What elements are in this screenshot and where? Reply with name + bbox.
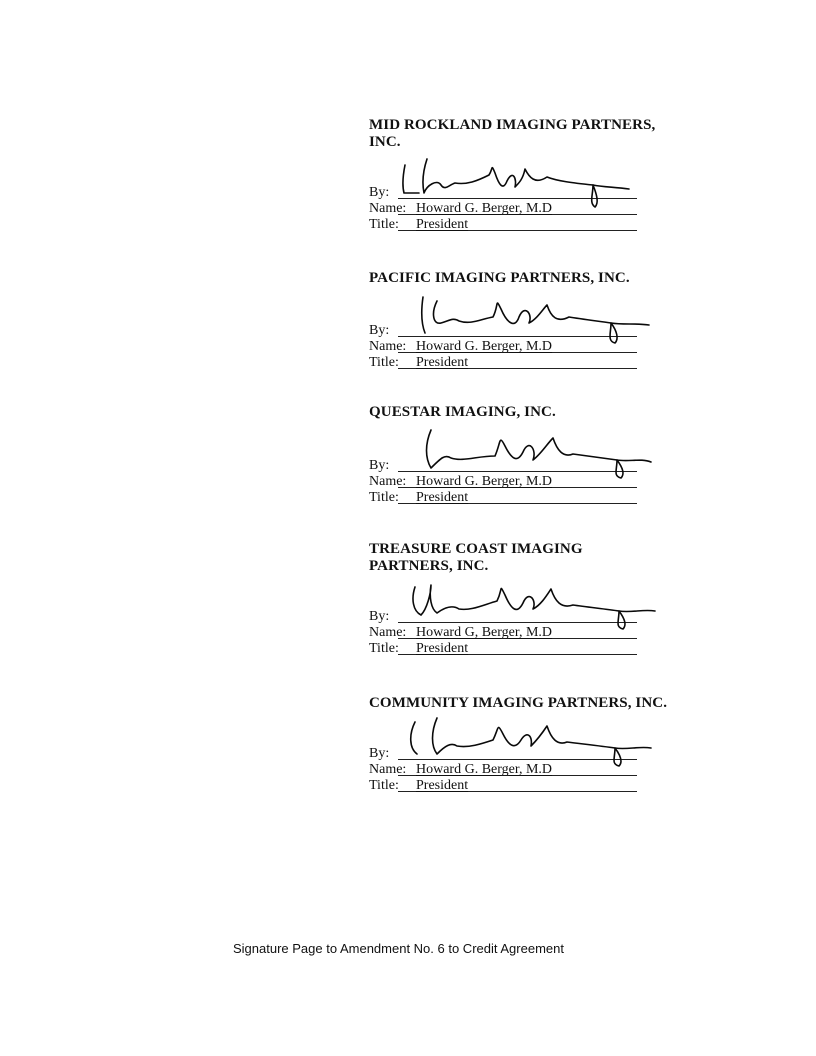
by-label: By:: [369, 746, 390, 761]
signature-block-mid-rockland: [369, 117, 659, 233]
name-row: [369, 625, 659, 641]
signer-title: President: [416, 217, 469, 232]
handwritten-signature: [397, 428, 659, 474]
name-label: Name:: [369, 625, 407, 640]
title-row: [369, 490, 659, 506]
signer-title: President: [416, 778, 469, 793]
signer-name: Howard G. Berger, M.D: [416, 762, 553, 777]
entity-name: PACIFIC IMAGING PARTNERS, INC.: [369, 270, 630, 286]
entity-name: QUESTAR IMAGING, INC.: [369, 404, 556, 420]
title-label: Title:: [369, 490, 399, 505]
signer-name: Howard G. Berger, M.D: [416, 201, 553, 216]
signer-name: Howard G, Berger, M.D: [416, 625, 553, 640]
name-row: [369, 201, 659, 217]
title-row: [369, 217, 659, 233]
signer-name: Howard G. Berger, M.D: [416, 474, 553, 489]
signature-block-community: [369, 695, 668, 794]
by-label: By:: [369, 458, 390, 473]
signature-block-treasure-coast: [369, 541, 659, 657]
by-label: By:: [369, 609, 390, 624]
handwritten-signature: [397, 293, 659, 339]
title-row: [369, 355, 659, 371]
by-row: [369, 746, 659, 762]
name-row: [369, 339, 659, 355]
entity-name: TREASURE COAST IMAGING PARTNERS, INC.: [369, 541, 583, 574]
name-label: Name:: [369, 474, 407, 489]
title-row: [369, 778, 659, 794]
name-label: Name:: [369, 339, 407, 354]
signer-title: President: [416, 641, 469, 656]
by-label: By:: [369, 323, 390, 338]
signature-block-questar: [369, 404, 659, 506]
signature-block-pacific: [369, 270, 659, 371]
by-row: [369, 323, 659, 339]
handwritten-signature: [397, 155, 659, 201]
by-label: By:: [369, 185, 390, 200]
name-row: [369, 474, 659, 490]
title-label: Title:: [369, 217, 399, 232]
entity-name: MID ROCKLAND IMAGING PARTNERS, INC.: [369, 117, 656, 150]
name-label: Name:: [369, 762, 407, 777]
by-row: [369, 609, 659, 625]
signer-title: President: [416, 490, 469, 505]
by-row: [369, 185, 659, 201]
handwritten-signature: [397, 716, 659, 762]
signer-title: President: [416, 355, 469, 370]
signer-name: Howard G. Berger, M.D: [416, 339, 553, 354]
title-row: [369, 641, 659, 657]
name-label: Name:: [369, 201, 407, 216]
by-row: [369, 458, 659, 474]
title-label: Title:: [369, 355, 399, 370]
page-footer: Signature Page to Amendment No. 6 to Credit Agreement: [233, 941, 564, 956]
handwritten-signature: [397, 579, 659, 625]
title-label: Title:: [369, 641, 399, 656]
title-label: Title:: [369, 778, 399, 793]
name-row: [369, 762, 659, 778]
entity-name: COMMUNITY IMAGING PARTNERS, INC.: [369, 695, 668, 711]
